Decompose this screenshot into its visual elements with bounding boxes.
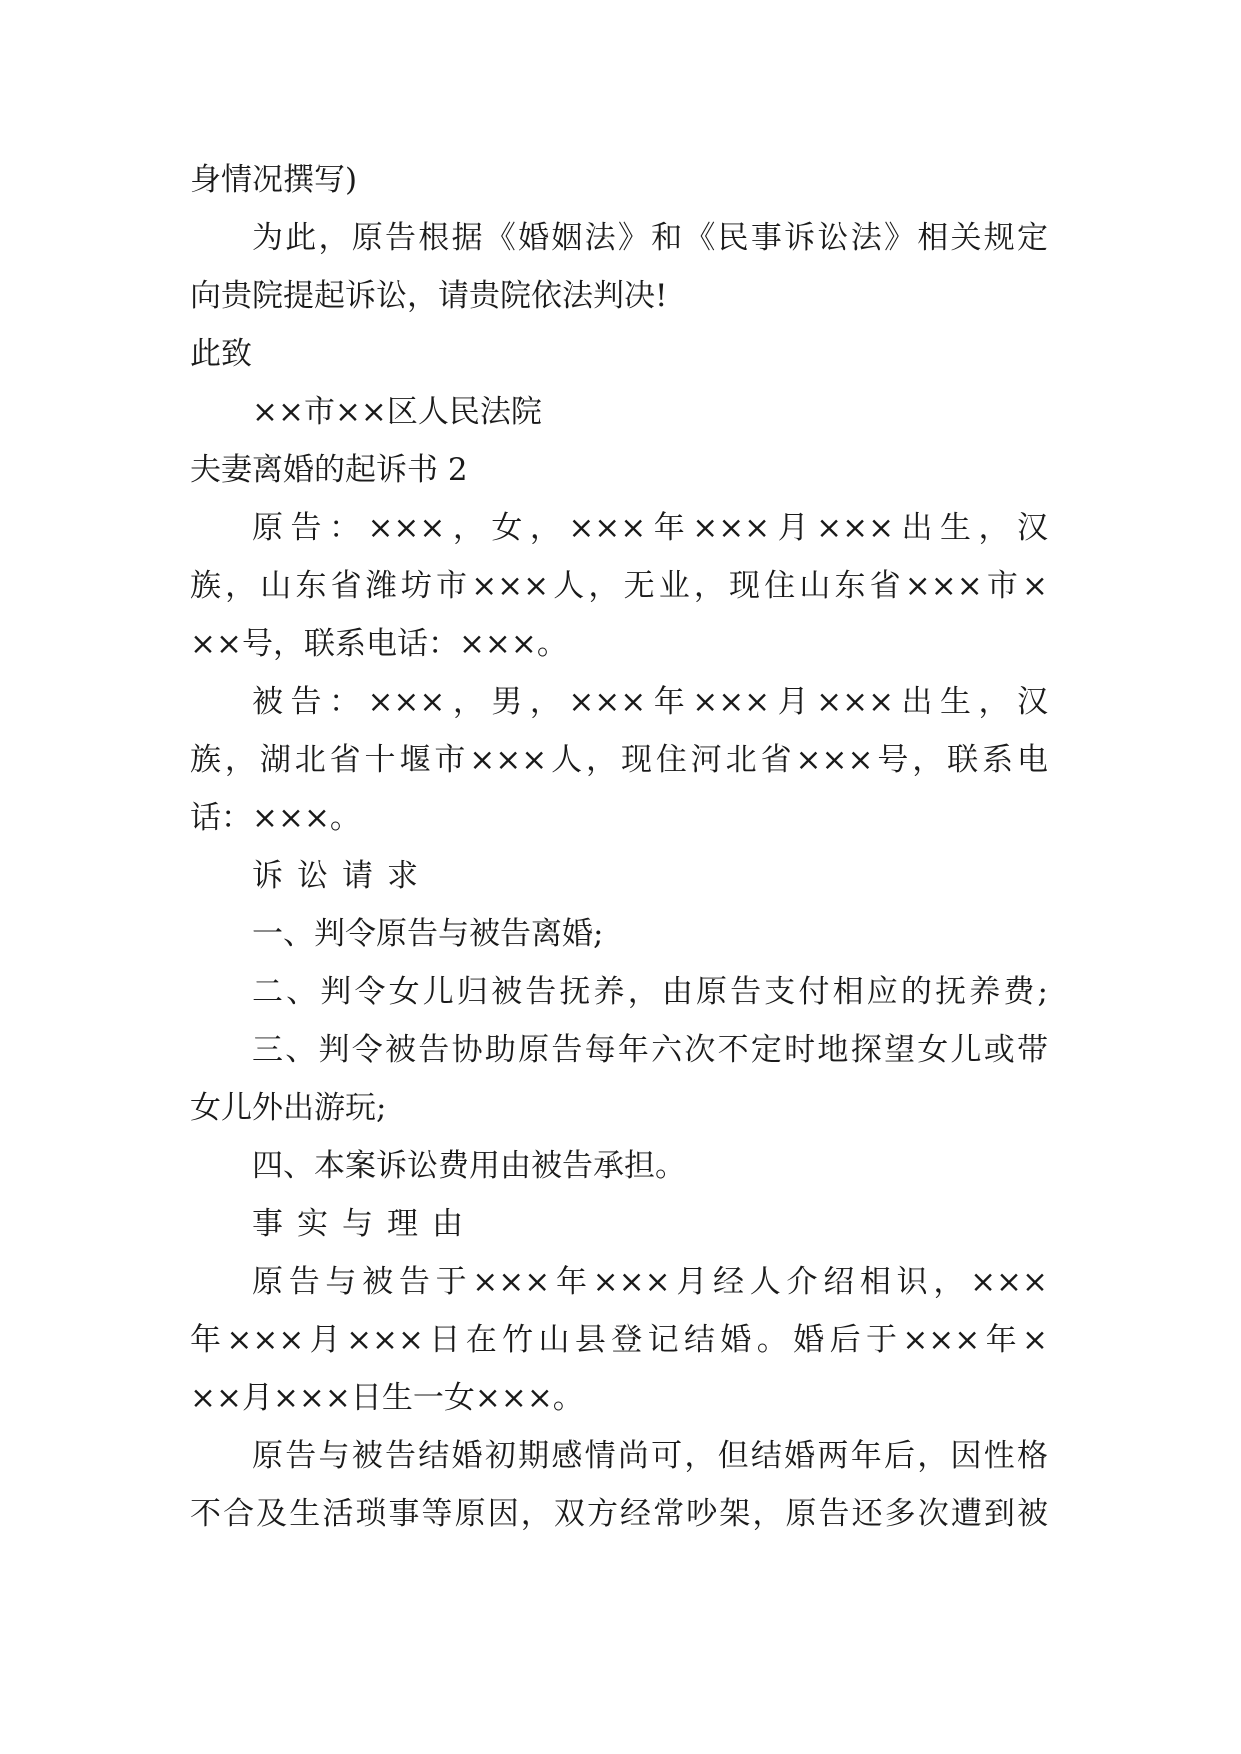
- heading-claims: 诉讼请求: [252, 858, 432, 894]
- text-line: 原告与被告结婚初期感情尚可，但结婚两年后，因性格: [252, 1438, 1048, 1474]
- text-line: ××号，联系电话：×××。: [190, 626, 568, 662]
- claim-item: 二、判令女儿归被告抚养，由原告支付相应的抚养费;: [252, 974, 1048, 1010]
- text-line: 被告：×××，男，×××年×××月×××出生，汉: [252, 684, 1048, 720]
- text-line: 族，湖北省十堰市×××人，现住河北省×××号，联系电: [190, 742, 1048, 778]
- text-line: 族，山东省潍坊市×××人，无业，现住山东省×××市×: [190, 568, 1048, 604]
- text-line: 不合及生活琐事等原因，双方经常吵架，原告还多次遭到被: [190, 1496, 1048, 1532]
- text-line: 女儿外出游玩;: [190, 1090, 387, 1126]
- text-line: 话：×××。: [190, 800, 361, 836]
- text-line: 向贵院提起诉讼，请贵院依法判决!: [190, 278, 668, 314]
- section-title: 夫妻离婚的起诉书 2: [190, 452, 468, 488]
- claim-item: 一、判令原告与被告离婚;: [252, 916, 604, 952]
- text-line: ××月×××日生一女×××。: [190, 1380, 584, 1416]
- text-line: 此致: [190, 336, 252, 372]
- heading-facts: 事实与理由: [252, 1206, 477, 1242]
- text-line: 原告与被告于×××年×××月经人介绍相识，×××: [252, 1264, 1048, 1300]
- claim-item: 四、本案诉讼费用由被告承担。: [252, 1148, 686, 1184]
- text-line: 原告：×××，女，×××年×××月×××出生，汉: [252, 510, 1048, 546]
- court-name: ××市××区人民法院: [252, 394, 542, 430]
- text-line: 年×××月×××日在竹山县登记结婚。婚后于×××年×: [190, 1322, 1048, 1358]
- text-line: 为此，原告根据《婚姻法》和《民事诉讼法》相关规定: [252, 220, 1048, 256]
- text-line: 身情况撰写): [190, 162, 358, 198]
- claim-item: 三、判令被告协助原告每年六次不定时地探望女儿或带: [252, 1032, 1048, 1068]
